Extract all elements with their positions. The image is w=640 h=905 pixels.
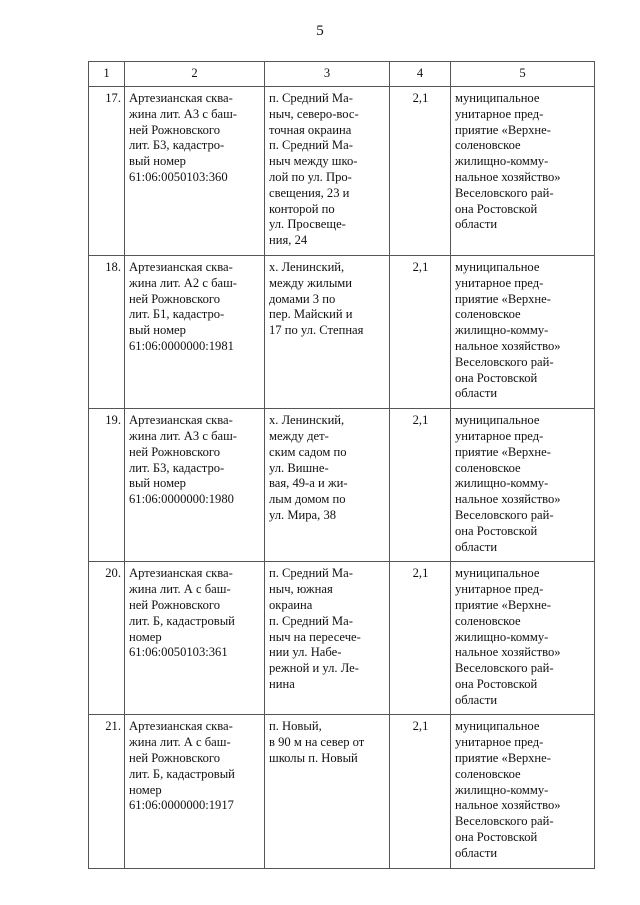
holder-organization: муниципальное унитарное пред- приятие «Верхне- соленовское жилищно-комму- нальное хозяйство» Веселовского рай- она Ростовской области bbox=[451, 409, 595, 562]
holder-organization: муниципальное унитарное пред- приятие «Верхне- соленовское жилищно-комму- нальное хозяйство» Веселовского рай- она Ростовской области bbox=[451, 715, 595, 868]
object-location: х. Ленинский, между дет- ским садом по ул. Вишне- вая, 49-а и жи- лым домом по ул. Мира, 38 bbox=[265, 409, 390, 562]
table-header-row bbox=[89, 62, 595, 87]
holder-organization: муниципальное унитарное пред- приятие «Верхне- соленовское жилищно-комму- нальное хозяйство» Веселовского рай- она Ростовской области bbox=[451, 562, 595, 715]
depth-value: 2,1 bbox=[390, 562, 451, 715]
column-header-holder: 5 bbox=[451, 62, 595, 87]
object-description: Артезианская сква- жина лит. А с баш- ней Рожновского лит. Б, кадастровый номер 61:06:0050103:361 bbox=[125, 562, 265, 715]
object-description: Артезианская сква- жина лит. А2 с баш- ней Рожновского лит. Б1, кадастро- вый номер 61:06:0000000:1981 bbox=[125, 255, 265, 408]
column-header-location: 3 bbox=[265, 62, 390, 87]
depth-value: 2,1 bbox=[390, 715, 451, 868]
row-number: 17. bbox=[89, 87, 125, 256]
row-number: 19. bbox=[89, 409, 125, 562]
row-number: 21. bbox=[89, 715, 125, 868]
table-row bbox=[89, 255, 595, 408]
object-location: п. Средний Ма- ныч, южная окраина п. Средний Ма- ныч на пересече- нии ул. Набе- режной и ул. Ле- нина bbox=[265, 562, 390, 715]
table-row bbox=[89, 715, 595, 868]
column-header-object: 2 bbox=[125, 62, 265, 87]
holder-organization: муниципальное унитарное пред- приятие «Верхне- соленовское жилищно-комму- нальное хозяйство» Веселовского рай- она Ростовской области bbox=[451, 255, 595, 408]
table-row bbox=[89, 562, 595, 715]
object-description: Артезианская сква- жина лит. А3 с баш- ней Рожновского лит. Б3, кадастро- вый номер 61:06:0000000:1980 bbox=[125, 409, 265, 562]
depth-value: 2,1 bbox=[390, 87, 451, 256]
registry-table bbox=[88, 61, 595, 869]
object-location: п. Новый, в 90 м на север от школы п. Новый bbox=[265, 715, 390, 868]
column-header-depth: 4 bbox=[390, 62, 451, 87]
row-number: 20. bbox=[89, 562, 125, 715]
page-number: 5 bbox=[316, 23, 324, 39]
object-description: Артезианская сква- жина лит. А3 с баш- ней Рожновского лит. Б3, кадастро- вый номер 61:06:0050103:360 bbox=[125, 87, 265, 256]
table-row bbox=[89, 409, 595, 562]
row-number: 18. bbox=[89, 255, 125, 408]
holder-organization: муниципальное унитарное пред- приятие «Верхне- соленовское жилищно-комму- нальное хозяйство» Веселовского рай- она Ростовской области bbox=[451, 87, 595, 256]
column-header-number: 1 bbox=[89, 62, 125, 87]
table-row bbox=[89, 87, 595, 256]
depth-value: 2,1 bbox=[390, 409, 451, 562]
depth-value: 2,1 bbox=[390, 255, 451, 408]
object-location: п. Средний Ма- ныч, северо-вос- точная окраина п. Средний Ма- ныч между шко- лой по ул. Про- свещения, 23 и конторой по ул. Просвеще- ния, 24 bbox=[265, 87, 390, 256]
object-description: Артезианская сква- жина лит. А с баш- ней Рожновского лит. Б, кадастровый номер 61:06:0000000:1917 bbox=[125, 715, 265, 868]
object-location: х. Ленинский, между жилыми домами 3 по пер. Майский и 17 по ул. Степная bbox=[265, 255, 390, 408]
